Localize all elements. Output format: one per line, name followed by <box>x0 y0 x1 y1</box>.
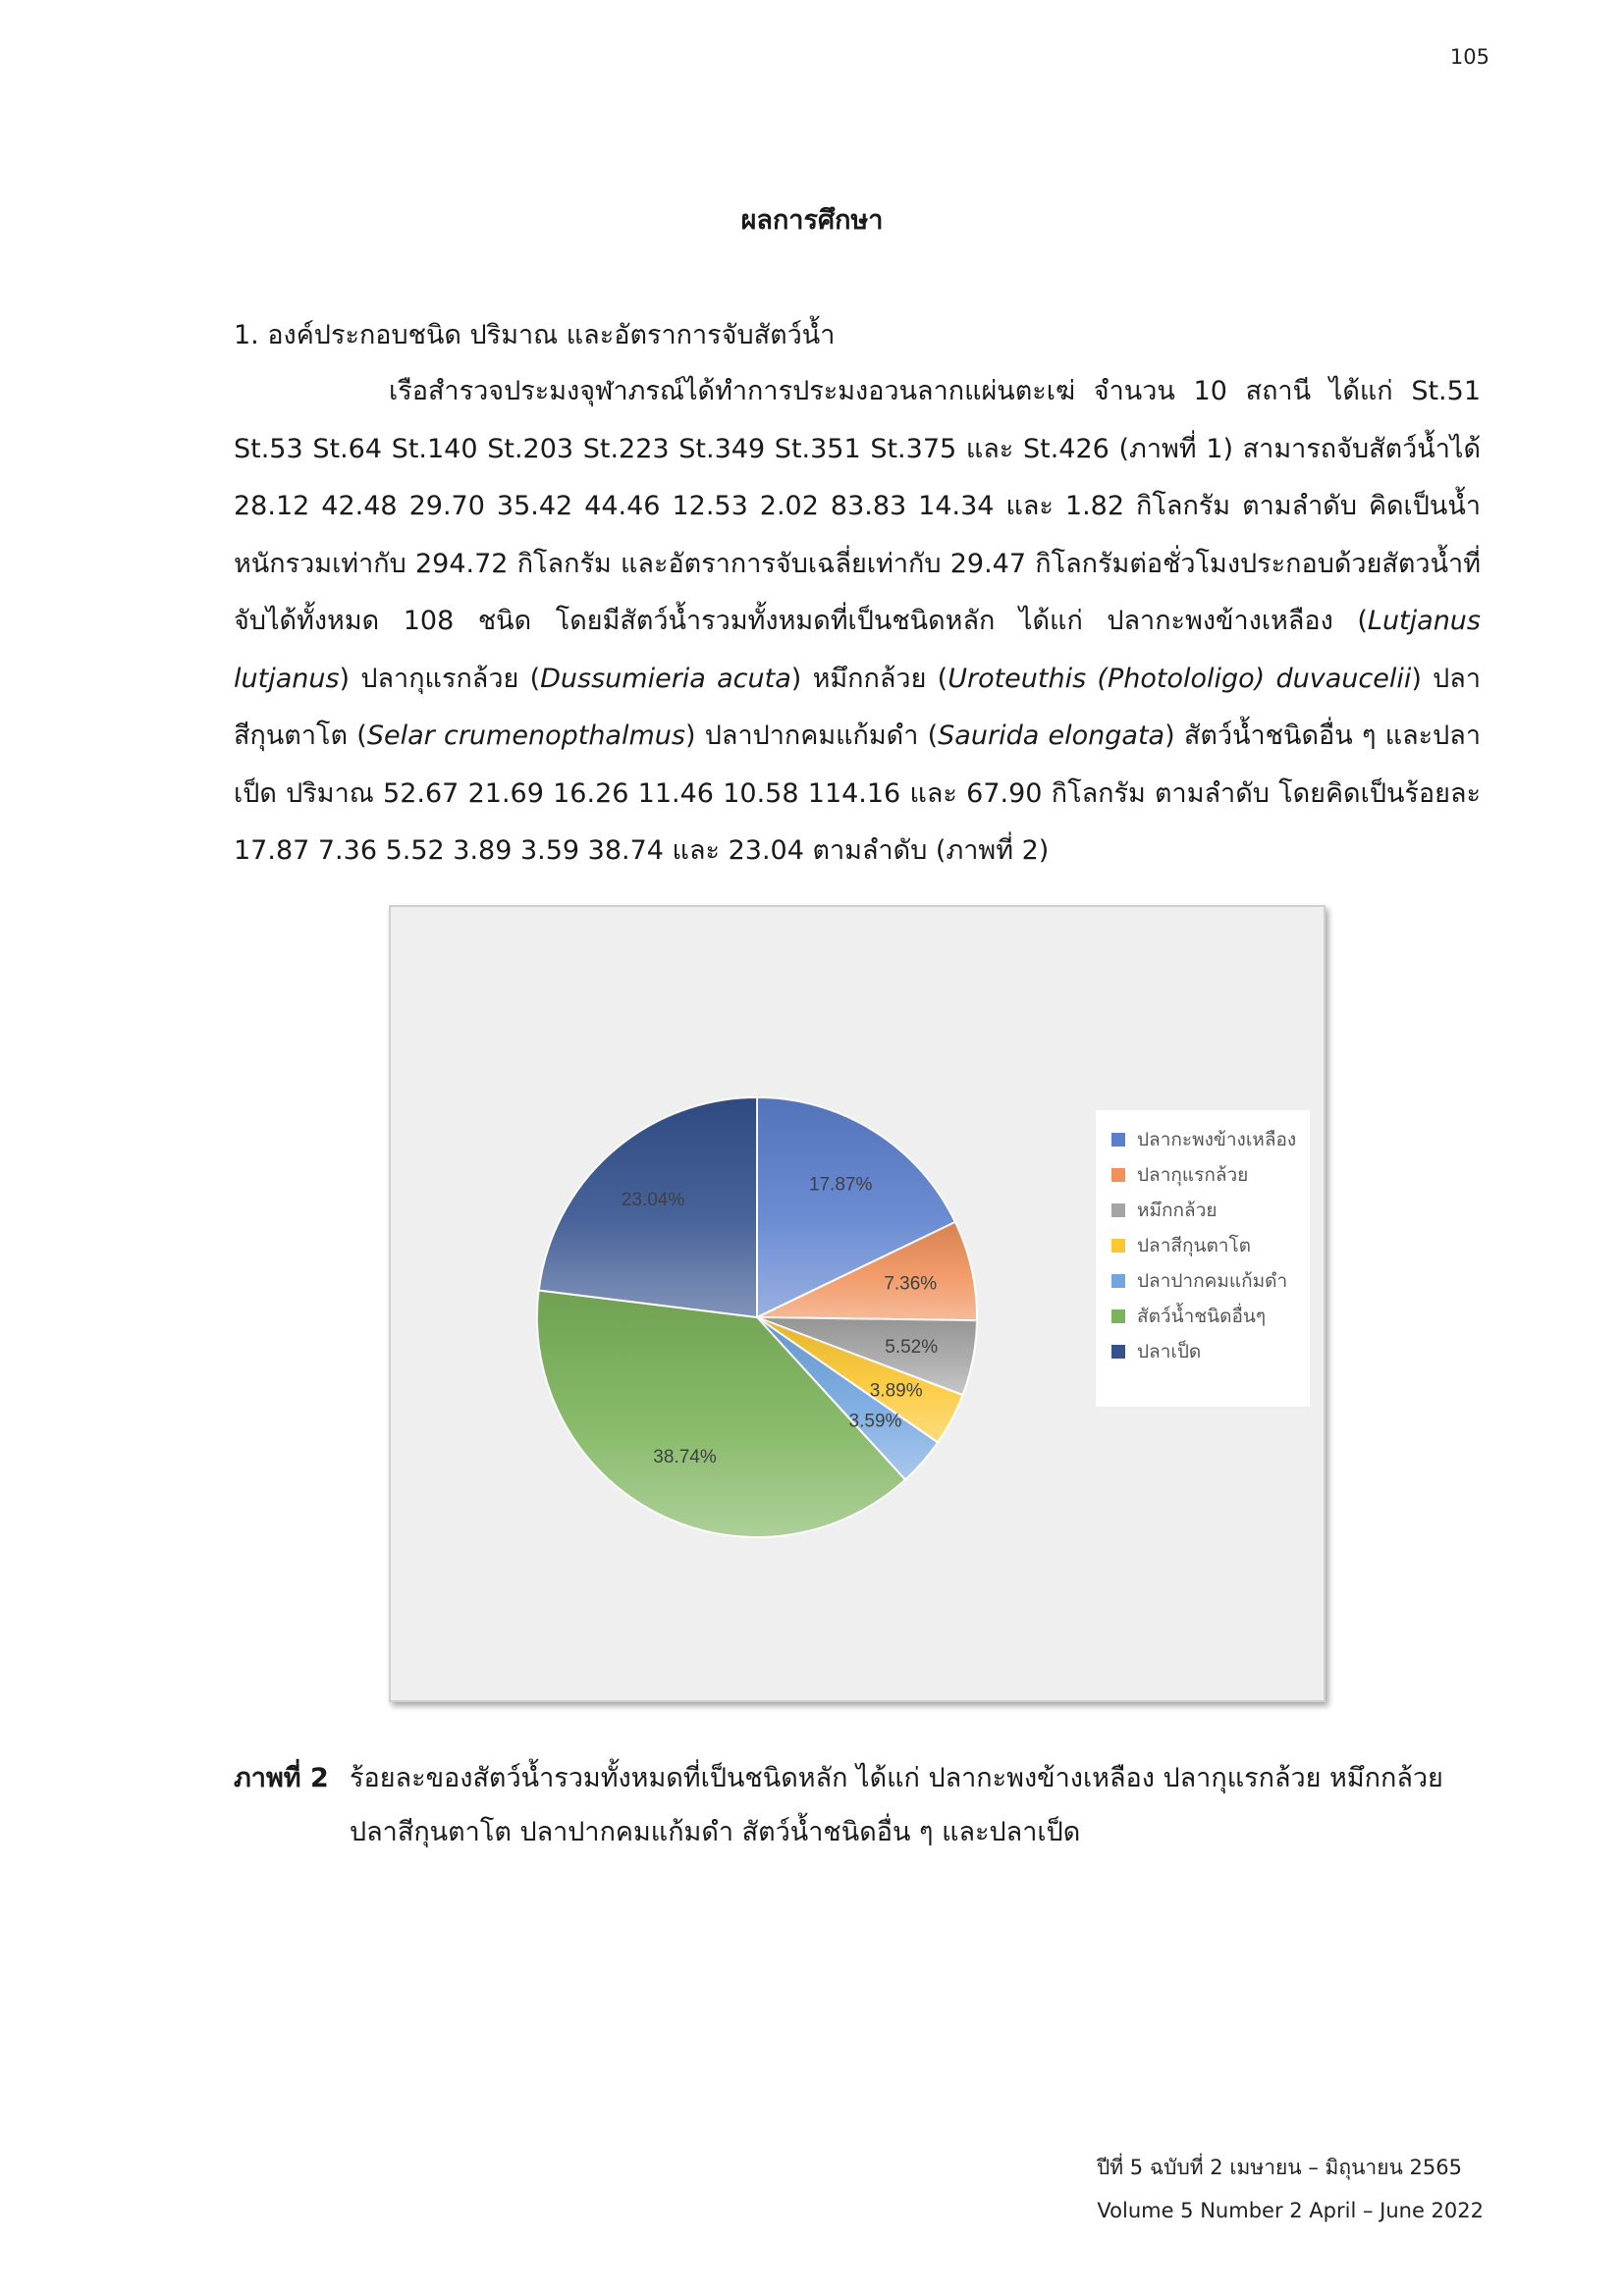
paragraph-text: ) ปลาสีกุนตาโต ( <box>234 663 1481 751</box>
legend-label: ปลาสีกุนตาโต <box>1137 1235 1252 1256</box>
legend-swatch <box>1111 1239 1125 1253</box>
pie-data-label: 3.59% <box>848 1411 902 1432</box>
legend-swatch <box>1111 1203 1125 1217</box>
paragraph-text: เรือสำรวจประมงจุฬาภรณ์ได้ทำการประมงอวนลากแผ่นตะเฆ่ จำนวน 10 สถานี ได้แก่ St.51 St.53 St.64 St.140 St.203 St.223 St.349 St.351 St.375 และ St.426 (ภาพที่ 1) สามารถจับสัตว์น้ำได้ 28.12 42.48 29.70 35.42 44.46 12.53 2.02 83.83 14.34 และ 1.82 กิโลกรัม ตามลำดับ คิดเป็นน้ำหนักรวมเท่ากับ 294.72 กิโลกรัม และอัตราการจับเฉลี่ยเท่ากับ 29.47 กิโลกรัมต่อชั่วโมงประกอบด้วยสัตวน้ำที่จับได้ทั้งหมด 108 ชนิด โดยมีสัตว์น้ำรวมทั้งหมดที่เป็นชนิดหลัก ได้แก่ ปลากะพงข้างเหลือง ( <box>234 376 1481 636</box>
pie-data-label: 5.52% <box>885 1336 939 1358</box>
legend-swatch <box>1111 1309 1125 1323</box>
figure-caption <box>234 1751 1481 1859</box>
chart-legend <box>1096 1110 1310 1407</box>
caption-text: ปลาสีกุนตาโต ปลาปากคมแก้มดำ สัตว์น้ำชนิดอื่น ๆ และปลาเป็ด <box>350 1817 1081 1847</box>
species-name: Saurida elongata <box>938 721 1165 751</box>
legend-swatch <box>1111 1274 1125 1288</box>
footer-issue-english: Volume 5 Number 2 April – June 2022 <box>1097 2199 1484 2222</box>
species-name: Uroteuthis (Photololigo) duvaucelii <box>947 663 1412 694</box>
pie-data-label: 38.74% <box>653 1447 717 1468</box>
section-title: ผลการศึกษา <box>740 205 884 236</box>
legend-item <box>1111 1269 1287 1293</box>
legend-item <box>1111 1340 1201 1363</box>
pie-data-label: 7.36% <box>884 1273 938 1295</box>
legend-swatch <box>1111 1168 1125 1182</box>
caption-label: ภาพที่ 2 <box>234 1763 329 1793</box>
legend-label: สัตว์น้ำชนิดอื่นๆ <box>1137 1306 1267 1327</box>
caption-text: ร้อยละของสัตว์น้ำรวมทั้งหมดที่เป็นชนิดหลัก ได้แก่ ปลากะพงข้างเหลือง ปลากุแรกล้วย หมึกกล้วย <box>350 1763 1443 1793</box>
paragraph-text: ) ปลาปากคมแก้มดำ ( <box>684 721 939 751</box>
legend-swatch <box>1111 1345 1125 1359</box>
legend-label: ปลาปากคมแก้มดำ <box>1137 1270 1288 1292</box>
legend-label: ปลาเป็ด <box>1137 1341 1202 1362</box>
page-number: 105 <box>1449 45 1489 69</box>
pie-data-label: 17.87% <box>808 1174 873 1196</box>
pie-data-label: 3.89% <box>869 1380 923 1402</box>
legend-swatch <box>1111 1133 1125 1147</box>
species-name: Lutjanus lutjanus <box>234 606 1481 694</box>
legend-label: หมึกกล้วย <box>1137 1200 1218 1221</box>
paragraph-text: ) ปลากุแรกล้วย ( <box>339 663 541 694</box>
legend-item <box>1111 1305 1266 1328</box>
species-name: Selar crumenopthalmus <box>366 721 685 751</box>
pie-data-label: 23.04% <box>621 1190 685 1211</box>
species-name: Dussumieria acuta <box>540 663 791 694</box>
legend-label: ปลากะพงข้างเหลือง <box>1137 1129 1297 1150</box>
legend-item <box>1111 1234 1251 1257</box>
legend-item <box>1111 1128 1296 1151</box>
paragraph-text: ) หมึกกล้วย ( <box>790 663 948 694</box>
legend-label: ปลากุแรกล้วย <box>1137 1164 1249 1186</box>
subsection-heading: 1. องค์ประกอบชนิด ปริมาณ และอัตราการจับสัตว์น้ำ <box>234 320 836 350</box>
pie-chart-figure <box>389 905 1326 1702</box>
results-paragraph <box>234 363 1481 881</box>
paragraph-text: ) สัตว์น้ำชนิดอื่น ๆ และปลาเป็ด ปริมาณ 52.67 21.69 16.26 11.46 10.58 114.16 และ 67.90 กิโลกรัม ตามลำดับ โดยคิดเป็นร้อยละ 17.87 7.36 5.52 3.89 3.59 38.74 และ 23.04 ตามลำดับ (ภาพที่ 2) <box>234 721 1482 866</box>
legend-item <box>1111 1199 1218 1222</box>
legend-item <box>1111 1163 1248 1187</box>
footer-issue-thai: ปีที่ 5 ฉบับที่ 2 เมษายน – มิถุนายน 2565 <box>1096 2156 1462 2179</box>
